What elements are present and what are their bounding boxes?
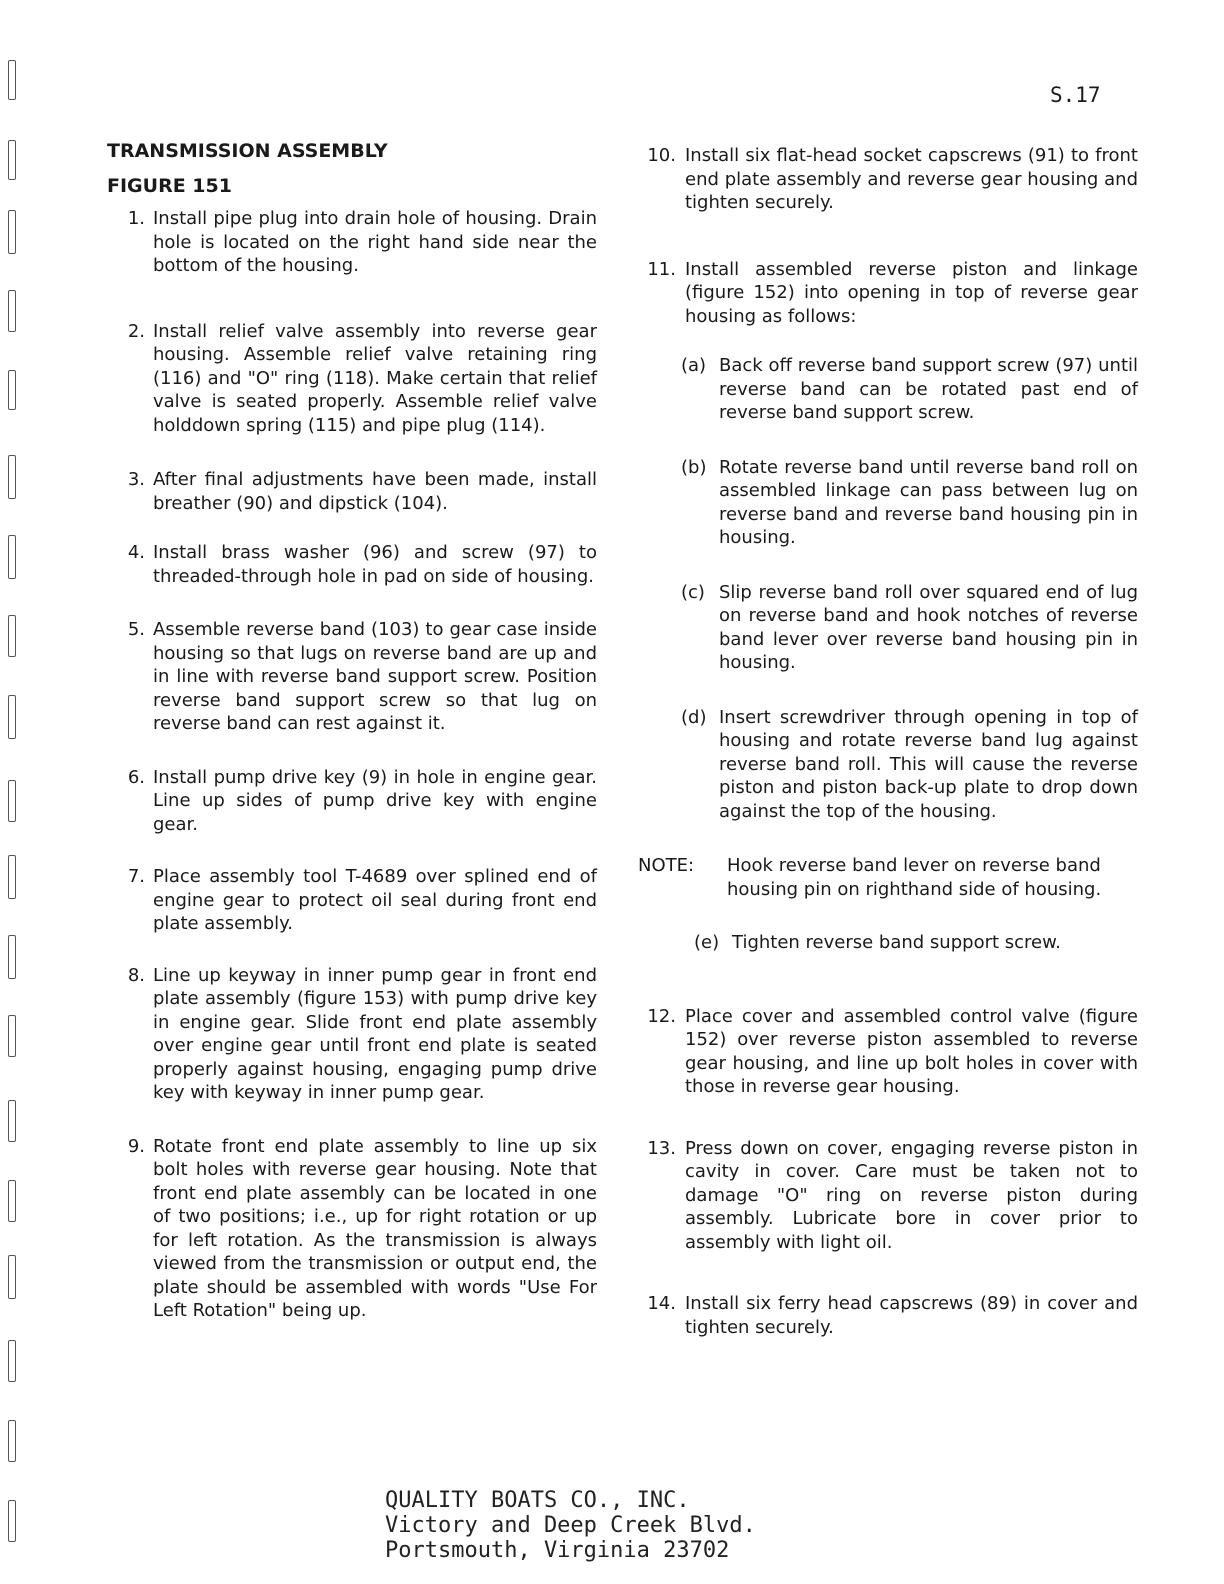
substep-b (681, 456, 1138, 550)
step-number: 13. (647, 1137, 676, 1159)
substep-text: Rotate reverse band until reverse band roll on assembled linkage can pass between lug on reverse band and reverse band housing pin in housing. (719, 456, 1138, 548)
step-text: Rotate front end plate assembly to line up six bolt holes with reverse gear housing. Note that front end plate assembly can be located in one of two positions; i.e., up for right rotation or up for left rotation. As the transmission is always viewed from the transmission or output end, the plate should be assembled with words "Use For Left Rotation" being up. (153, 1135, 597, 1321)
step-number: 4. (127, 542, 145, 563)
step-text: Install assembled reverse piston and linkage (figure 152) into opening in top of reverse gear housing as follows: (685, 258, 1138, 327)
step-11 (638, 258, 1138, 329)
step-number: 3. (127, 469, 145, 490)
step-number: 7. (127, 866, 145, 887)
step-number: 6. (127, 766, 145, 788)
step-text: After final adjustments have been made, install breather (90) and dipstick (104). (153, 469, 597, 514)
substep-text: Slip reverse band roll over squared end of lug on reverse band and hook notches of reverse band lever over reverse band housing pin in housing. (719, 581, 1138, 673)
section-heading: TRANSMISSION ASSEMBLY (107, 140, 388, 162)
page-number: S.17 (1050, 83, 1101, 107)
substep-label: (c) (681, 581, 705, 603)
substep-label: (b) (681, 456, 707, 478)
step-text: Place cover and assembled control valve (figure 152) over reverse piston assembled to reverse gear housing, and line up bolt holes in cover with those in reverse gear housing. (685, 1005, 1138, 1097)
binding-holes (6, 40, 20, 1560)
company-name: QUALITY BOATS CO., INC. (385, 1488, 690, 1513)
city-state-zip: Portsmouth, Virginia 23702 (385, 1538, 730, 1563)
step-1 (107, 207, 597, 278)
substep-label: (d) (681, 706, 707, 728)
substep-e (694, 931, 1138, 955)
step-text: Install six flat-head socket capscrews (91) to front end plate assembly and reverse gear housing and tighten securely. (685, 145, 1138, 213)
substep-label: (e) (694, 932, 720, 953)
step-text: Install brass washer (96) and screw (97) to threaded-through hole in pad on side of housing. (153, 542, 597, 587)
substep-c (681, 581, 1138, 675)
street-address: Victory and Deep Creek Blvd. (385, 1513, 756, 1538)
step-text: Install six ferry head capscrews (89) in cover and tighten securely. (685, 1293, 1138, 1338)
step-text: Install relief valve assembly into reverse gear housing. Assemble relief valve retaining ring (116) and "O" ring (118). Make certain that relief valve is seated properly. Assemble relief valve holddown spring (115) and pipe plug (114). (153, 320, 597, 436)
step-number: 5. (127, 619, 145, 640)
step-4 (107, 541, 597, 588)
note-text: Hook reverse band lever on reverse band housing pin on righthand side of housing. (727, 855, 1102, 900)
substep-a (681, 354, 1138, 425)
step-13 (638, 1137, 1138, 1255)
step-text: Press down on cover, engaging reverse piston in cavity in cover. Care must be taken not to damage "O" ring on reverse piston during assembly. Lubricate bore in cover prior to assembly with light oil. (685, 1137, 1138, 1253)
step-7 (107, 865, 597, 936)
step-6 (107, 766, 597, 837)
step-text: Line up keyway in inner pump gear in front end plate assembly (figure 153) with pump drive key in engine gear. Slide front end plate assembly over engine gear until front end plate is seated properly against housing, engaging pump drive key with keyway in inner pump gear. (153, 964, 597, 1103)
note-label: NOTE: (638, 855, 695, 876)
step-5 (107, 618, 597, 736)
step-10 (638, 144, 1138, 215)
substep-label: (a) (681, 355, 707, 376)
step-14 (638, 1292, 1138, 1339)
substep-text: Back off reverse band support screw (97) until reverse band can be rotated past end of reverse band support screw. (719, 355, 1138, 423)
step-text: Place assembly tool T-4689 over splined end of engine gear to protect oil seal during front end plate assembly. (153, 866, 597, 934)
substep-d (681, 706, 1138, 824)
step-text: Install pump drive key (9) in hole in engine gear. Line up sides of pump drive key with engine gear. (153, 766, 597, 835)
substep-text: Insert screwdriver through opening in top of housing and rotate reverse band lug against reverse band roll. This will cause the reverse piston and piston back-up plate to drop down against the top of the housing. (719, 706, 1138, 822)
step-text: Assemble reverse band (103) to gear case inside housing so that lugs on reverse band are up and in line with reverse band support screw. Position reverse band support screw so that lug on reverse band can rest against it. (153, 619, 597, 734)
step-number: 9. (127, 1135, 145, 1157)
step-number: 14. (647, 1293, 676, 1314)
step-number: 12. (647, 1005, 676, 1027)
step-8 (107, 964, 597, 1105)
step-number: 1. (127, 208, 145, 229)
note (638, 854, 1108, 901)
step-3 (107, 468, 597, 515)
step-number: 10. (647, 145, 676, 166)
step-2 (107, 320, 597, 438)
step-text: Install pipe plug into drain hole of housing. Drain hole is located on the right hand side near the bottom of the housing. (153, 208, 597, 276)
step-number: 8. (127, 964, 145, 986)
company-address (385, 1488, 756, 1563)
figure-reference: FIGURE 151 (107, 174, 232, 197)
step-number: 11. (647, 258, 676, 280)
step-number: 2. (127, 320, 145, 342)
right-column (638, 144, 1138, 1339)
substep-text: Tighten reverse band support screw. (732, 932, 1061, 953)
step-9 (107, 1135, 597, 1323)
left-column (107, 140, 597, 1323)
step-12 (638, 1005, 1138, 1099)
